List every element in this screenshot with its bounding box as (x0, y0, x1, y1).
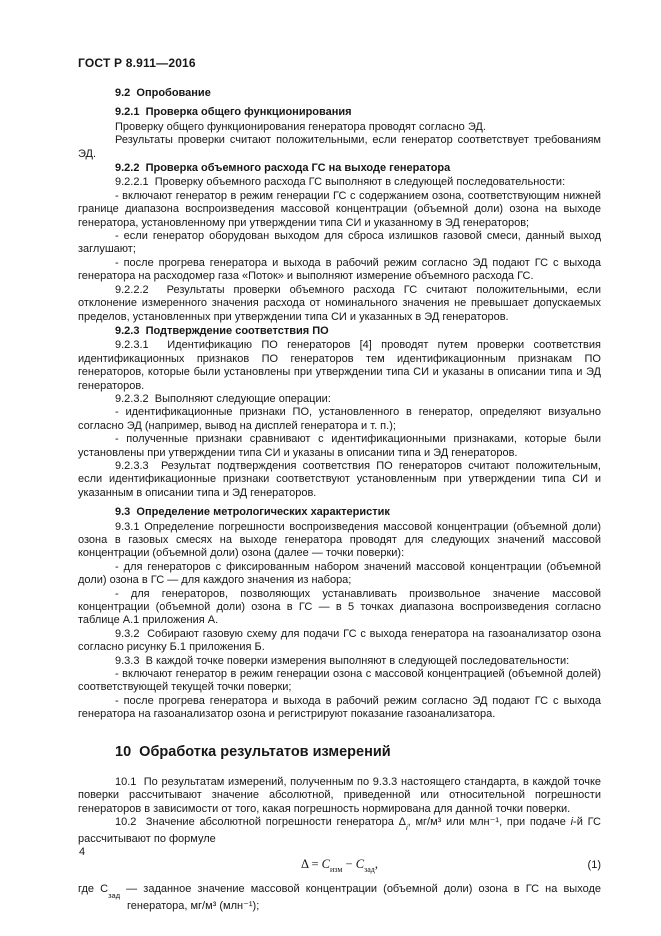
heading-9-3: 9.3 Определение метрологических характеристик (115, 506, 390, 519)
delta-subscript: i (406, 823, 408, 833)
list-item: - если генератор оборудован выходом для сброса излишков газовой смеси, данный выход заглушают; (78, 230, 601, 256)
heading-9-2-3: 9.2.3 Подтверждение соответствия ПО (115, 324, 329, 337)
paragraph: 9.3.2 Собирают газовую схему для подачи ГС с выхода генератора на газоанализатор озона согласно рисунку Б.1 приложения Б. (78, 627, 601, 654)
where-clause (78, 883, 601, 913)
heading-9-2-2: 9.2.2 Проверка объемного расхода ГС на выходе генератора (115, 162, 451, 175)
paragraph-text: -й ГС рассчитывают по формуле (78, 815, 601, 845)
standard-code: ГОСТ Р 8.911—2016 (78, 56, 196, 70)
paragraph: 9.2.3.2 Выполняют следующие операции: (115, 392, 331, 405)
heading-9-2: 9.2 Опробование (115, 87, 211, 99)
formula-number: (1) (587, 858, 601, 871)
where-text: заданное значение массовой концентрации (объемной доли) озона в ГС на выходе генератора, мг/м³ (млн⁻¹); (127, 883, 602, 912)
formula-1 (78, 856, 601, 878)
formula-expression (301, 856, 378, 875)
list-item: - полученные признаки сравнивают с идентификационными признаками, которые были установлены при утверждении типа СИ и указаны в описании типа и ЭД генераторов. (78, 433, 601, 459)
formula-c-set: С (355, 856, 365, 871)
where-subscript: зад (108, 890, 121, 900)
list-item: - для генераторов, позволяющих устанавливать произвольное значение массовой концентрации (объемной доли) озона в ГС — в 5 точках диапазона воспроизведения согласно таблице А.1 приложения А. (78, 587, 601, 627)
formula-lhs: Δ = (301, 856, 322, 871)
paragraph: Проверку общего функционирования генератора проводят согласно ЭД. (115, 120, 486, 133)
paragraph: 9.3.3 В каждой точке поверки измерения выполняют в следующей последовательности: (115, 654, 570, 667)
paragraph: 9.2.3.1 Идентификацию ПО генераторов [4] проводят путем проверки соответствия идентификационных признаков ПО генераторов тем идентификационным признакам ПО генераторов, которые были установлены при утверждении типа СИ и указаны в описании типа и ЭД генераторов. (78, 339, 601, 392)
paragraph: 10.1 По результатам измерений, полученным по 9.3.3 настоящего стандарта, в каждой точке поверки рассчитывают значение абсолютной, приведенной или относительной погрешности генераторов в зависимости от того, какая погрешность нормирована для данной точки поверки. (78, 775, 601, 815)
list-item: - включают генератор в режим генерации ГС с содержанием озона, соответствующим нижней границе диапазона воспроизведения массовой концентрации (объемной доли) озона на выходе генератора, установленному при утверждении типа СИ и указанному в ЭД генераторов; (78, 189, 601, 229)
list-item: - после прогрева генератора и выхода в рабочий режим согласно ЭД подают ГС с выхода генератора на расходомер газа «Поток» и выполняют измерение объемного расхода ГС. (78, 256, 601, 283)
list-item: - включают генератор в режим генерации озона с массовой концентрацией (объемной долей) соответствующей текущей точки поверки; (78, 668, 601, 694)
paragraph: 9.2.2.1 Проверку объемного расхода ГС выполняют в следующей последовательности: (115, 176, 566, 189)
paragraph-text: , мг/м³ или млн⁻¹, при подаче (407, 815, 571, 828)
formula-sub-set: зад (364, 865, 375, 875)
paragraph-text: 10.2 Значение абсолютной погрешности генератора Δ (115, 815, 406, 828)
variable-i: i (570, 815, 574, 828)
where-lead: где С (78, 883, 109, 896)
paragraph: 9.2.2.2 Результаты проверки объемного расхода ГС считают положительными, если отклонение измеренного значения расхода от номинального значения не превышает допускаемых пределов, установленных при утверждении типа СИ и указанных в ЭД генераторов. (78, 283, 601, 323)
heading-9-2-1: 9.2.1 Проверка общего функционирования (115, 106, 352, 119)
paragraph-10-2 (78, 816, 601, 846)
list-item: - идентификационные признаки ПО, установленного в генератор, определяют визуально согласно ЭД (например, вывод на дисплей генератора и т. п.); (78, 406, 601, 432)
page-number: 4 (79, 846, 86, 858)
where-dash: — (120, 883, 144, 896)
list-item: - для генераторов с фиксированным набором значений массовой концентрации (объемной доли) озона в ГС — для каждого значения из набора; (78, 560, 601, 587)
paragraph: 9.2.3.3 Результат подтверждения соответствия ПО генераторов считают положительным, если идентификационные признаки соответствуют установленным при утверждении типа СИ и указанным в описании типа и ЭД генераторов. (78, 459, 601, 499)
heading-10: 10 Обработка результатов измерений (115, 743, 391, 760)
paragraph: 9.3.1 Определение погрешности воспроизведения массовой концентрации (объемной доли) озона в газовых смесях на выходе генератора проводят для следующих значений массовой концентрации (объемной доли) озона (далее — точки поверки): (78, 520, 601, 560)
list-item: - после прогрева генератора и выхода в рабочий режим согласно ЭД подают ГС с выхода генератора на газоанализатор озона и регистрируют показание газоанализатора. (78, 694, 601, 721)
formula-c-measured: С (321, 856, 331, 871)
formula-minus: − (342, 856, 356, 871)
formula-comma: , (374, 856, 378, 871)
paragraph: Результаты проверки считают положительными, если генератор соответствует требованиям ЭД. (78, 134, 601, 160)
formula-sub-measured: изм (330, 865, 343, 875)
